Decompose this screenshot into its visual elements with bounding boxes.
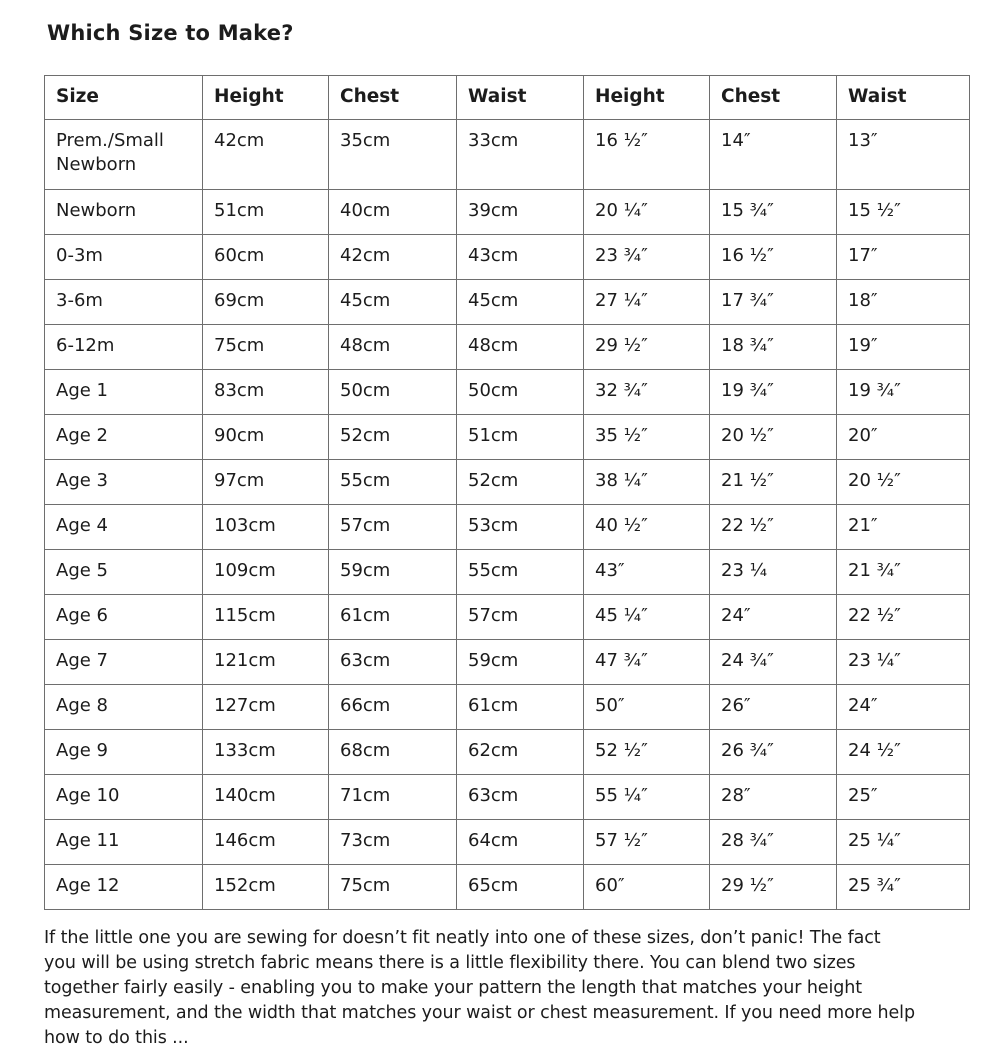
column-header-waist-in: Waist <box>837 76 970 120</box>
waist-cm-cell: 39cm <box>457 190 584 235</box>
size-cell: Age 1 <box>45 370 203 415</box>
footer-paragraph-line: you will be using stretch fabric means there is a little flexibility there. You can blend two sizes <box>44 953 856 973</box>
table-row <box>45 415 970 460</box>
height-cm-cell: 115cm <box>203 595 329 640</box>
chest-in-cell: 14″ <box>710 120 837 190</box>
size-cell: Age 3 <box>45 460 203 505</box>
size-cell: Age 6 <box>45 595 203 640</box>
table-row <box>45 235 970 280</box>
waist-cm-cell: 61cm <box>457 685 584 730</box>
height-cm-cell: 146cm <box>203 820 329 865</box>
waist-cm-cell: 57cm <box>457 595 584 640</box>
waist-in-cell: 25 ¼″ <box>837 820 970 865</box>
size-cell: Age 10 <box>45 775 203 820</box>
column-header-chest-in: Chest <box>710 76 837 120</box>
height-cm-cell: 133cm <box>203 730 329 775</box>
waist-in-cell: 21 ¾″ <box>837 550 970 595</box>
chest-cm-cell: 61cm <box>329 595 457 640</box>
chest-cm-cell: 71cm <box>329 775 457 820</box>
height-cm-cell: 140cm <box>203 775 329 820</box>
height-cm-cell: 152cm <box>203 865 329 910</box>
waist-in-cell: 13″ <box>837 120 970 190</box>
chest-in-cell: 23 ¼ <box>710 550 837 595</box>
chest-cm-cell: 52cm <box>329 415 457 460</box>
chest-cm-cell: 42cm <box>329 235 457 280</box>
height-cm-cell: 121cm <box>203 640 329 685</box>
waist-in-cell: 24″ <box>837 685 970 730</box>
chest-in-cell: 18 ¾″ <box>710 325 837 370</box>
waist-cm-cell: 50cm <box>457 370 584 415</box>
height-cm-cell: 69cm <box>203 280 329 325</box>
size-cell: Age 5 <box>45 550 203 595</box>
table-row <box>45 775 970 820</box>
waist-cm-cell: 51cm <box>457 415 584 460</box>
chest-cm-cell: 68cm <box>329 730 457 775</box>
size-cell: Newborn <box>45 190 203 235</box>
height-cm-cell: 90cm <box>203 415 329 460</box>
table-row <box>45 550 970 595</box>
chest-in-cell: 28 ¾″ <box>710 820 837 865</box>
waist-cm-cell: 48cm <box>457 325 584 370</box>
chest-in-cell: 24 ¾″ <box>710 640 837 685</box>
table-row <box>45 730 970 775</box>
table-row <box>45 370 970 415</box>
size-chart-header-row <box>45 76 970 120</box>
height-in-cell: 45 ¼″ <box>584 595 710 640</box>
height-in-cell: 20 ¼″ <box>584 190 710 235</box>
height-in-cell: 23 ¾″ <box>584 235 710 280</box>
table-row <box>45 505 970 550</box>
waist-cm-cell: 63cm <box>457 775 584 820</box>
height-in-cell: 47 ¾″ <box>584 640 710 685</box>
waist-in-cell: 24 ½″ <box>837 730 970 775</box>
height-in-cell: 35 ½″ <box>584 415 710 460</box>
chest-cm-cell: 40cm <box>329 190 457 235</box>
column-header-waist-cm: Waist <box>457 76 584 120</box>
chest-cm-cell: 63cm <box>329 640 457 685</box>
table-row <box>45 190 970 235</box>
page-title: Which Size to Make? <box>47 21 294 45</box>
height-in-cell: 50″ <box>584 685 710 730</box>
size-cell: Age 9 <box>45 730 203 775</box>
waist-cm-cell: 45cm <box>457 280 584 325</box>
height-in-cell: 16 ½″ <box>584 120 710 190</box>
waist-in-cell: 22 ½″ <box>837 595 970 640</box>
height-in-cell: 55 ¼″ <box>584 775 710 820</box>
table-row <box>45 280 970 325</box>
height-cm-cell: 60cm <box>203 235 329 280</box>
waist-in-cell: 19″ <box>837 325 970 370</box>
waist-cm-cell: 64cm <box>457 820 584 865</box>
chest-in-cell: 28″ <box>710 775 837 820</box>
chest-in-cell: 20 ½″ <box>710 415 837 460</box>
waist-cm-cell: 52cm <box>457 460 584 505</box>
height-cm-cell: 51cm <box>203 190 329 235</box>
footer-clipped-line: how to do this ... <box>44 1028 189 1048</box>
height-in-cell: 52 ½″ <box>584 730 710 775</box>
chest-in-cell: 21 ½″ <box>710 460 837 505</box>
height-cm-cell: 109cm <box>203 550 329 595</box>
height-in-cell: 32 ¾″ <box>584 370 710 415</box>
height-cm-cell: 75cm <box>203 325 329 370</box>
column-header-chest-cm: Chest <box>329 76 457 120</box>
size-cell: Age 7 <box>45 640 203 685</box>
table-row <box>45 640 970 685</box>
waist-in-cell: 17″ <box>837 235 970 280</box>
chest-cm-cell: 35cm <box>329 120 457 190</box>
size-chart-table <box>44 75 970 910</box>
height-cm-cell: 97cm <box>203 460 329 505</box>
waist-in-cell: 15 ½″ <box>837 190 970 235</box>
chest-in-cell: 22 ½″ <box>710 505 837 550</box>
chest-in-cell: 26 ¾″ <box>710 730 837 775</box>
size-cell: Age 8 <box>45 685 203 730</box>
waist-in-cell: 23 ¼″ <box>837 640 970 685</box>
waist-in-cell: 20 ½″ <box>837 460 970 505</box>
chest-cm-cell: 59cm <box>329 550 457 595</box>
waist-in-cell: 19 ¾″ <box>837 370 970 415</box>
size-cell: 6-12m <box>45 325 203 370</box>
waist-cm-cell: 33cm <box>457 120 584 190</box>
footer-paragraph-line: measurement, and the width that matches your waist or chest measurement. If you need more help <box>44 1003 915 1023</box>
waist-in-cell: 25″ <box>837 775 970 820</box>
chest-in-cell: 16 ½″ <box>710 235 837 280</box>
waist-in-cell: 25 ¾″ <box>837 865 970 910</box>
size-cell: 3-6m <box>45 280 203 325</box>
chest-in-cell: 29 ½″ <box>710 865 837 910</box>
height-cm-cell: 103cm <box>203 505 329 550</box>
table-row <box>45 595 970 640</box>
chest-cm-cell: 50cm <box>329 370 457 415</box>
size-cell: Age 4 <box>45 505 203 550</box>
size-chart-body <box>45 120 970 910</box>
chest-cm-cell: 73cm <box>329 820 457 865</box>
chest-in-cell: 26″ <box>710 685 837 730</box>
table-row <box>45 460 970 505</box>
height-cm-cell: 127cm <box>203 685 329 730</box>
waist-cm-cell: 53cm <box>457 505 584 550</box>
chest-in-cell: 17 ¾″ <box>710 280 837 325</box>
waist-cm-cell: 55cm <box>457 550 584 595</box>
table-row <box>45 685 970 730</box>
chest-in-cell: 19 ¾″ <box>710 370 837 415</box>
height-in-cell: 57 ½″ <box>584 820 710 865</box>
height-in-cell: 43″ <box>584 550 710 595</box>
waist-cm-cell: 62cm <box>457 730 584 775</box>
height-in-cell: 40 ½″ <box>584 505 710 550</box>
column-header-height-in: Height <box>584 76 710 120</box>
table-row <box>45 120 970 190</box>
column-header-size: Size <box>45 76 203 120</box>
height-in-cell: 29 ½″ <box>584 325 710 370</box>
waist-in-cell: 18″ <box>837 280 970 325</box>
height-cm-cell: 83cm <box>203 370 329 415</box>
waist-cm-cell: 65cm <box>457 865 584 910</box>
chest-cm-cell: 55cm <box>329 460 457 505</box>
chest-in-cell: 15 ¾″ <box>710 190 837 235</box>
chest-cm-cell: 48cm <box>329 325 457 370</box>
height-in-cell: 38 ¼″ <box>584 460 710 505</box>
waist-cm-cell: 59cm <box>457 640 584 685</box>
chest-cm-cell: 66cm <box>329 685 457 730</box>
footer-paragraph-line: together fairly easily - enabling you to make your pattern the length that matches your height <box>44 978 862 998</box>
table-row <box>45 865 970 910</box>
height-in-cell: 60″ <box>584 865 710 910</box>
waist-in-cell: 21″ <box>837 505 970 550</box>
chest-cm-cell: 57cm <box>329 505 457 550</box>
column-header-height-cm: Height <box>203 76 329 120</box>
waist-in-cell: 20″ <box>837 415 970 460</box>
size-cell: Age 11 <box>45 820 203 865</box>
size-cell: Age 2 <box>45 415 203 460</box>
size-cell: Age 12 <box>45 865 203 910</box>
height-in-cell: 27 ¼″ <box>584 280 710 325</box>
footer-clipped-line-wrapper <box>44 1026 960 1048</box>
table-row <box>45 325 970 370</box>
chest-cm-cell: 75cm <box>329 865 457 910</box>
table-row <box>45 820 970 865</box>
waist-cm-cell: 43cm <box>457 235 584 280</box>
chest-in-cell: 24″ <box>710 595 837 640</box>
footer-paragraph-line: If the little one you are sewing for doesn’t fit neatly into one of these sizes, don’t panic! The fact <box>44 928 881 948</box>
height-cm-cell: 42cm <box>203 120 329 190</box>
footer-paragraph <box>44 926 960 1048</box>
chest-cm-cell: 45cm <box>329 280 457 325</box>
size-cell: 0-3m <box>45 235 203 280</box>
size-cell: Prem./Small Newborn <box>45 120 203 190</box>
